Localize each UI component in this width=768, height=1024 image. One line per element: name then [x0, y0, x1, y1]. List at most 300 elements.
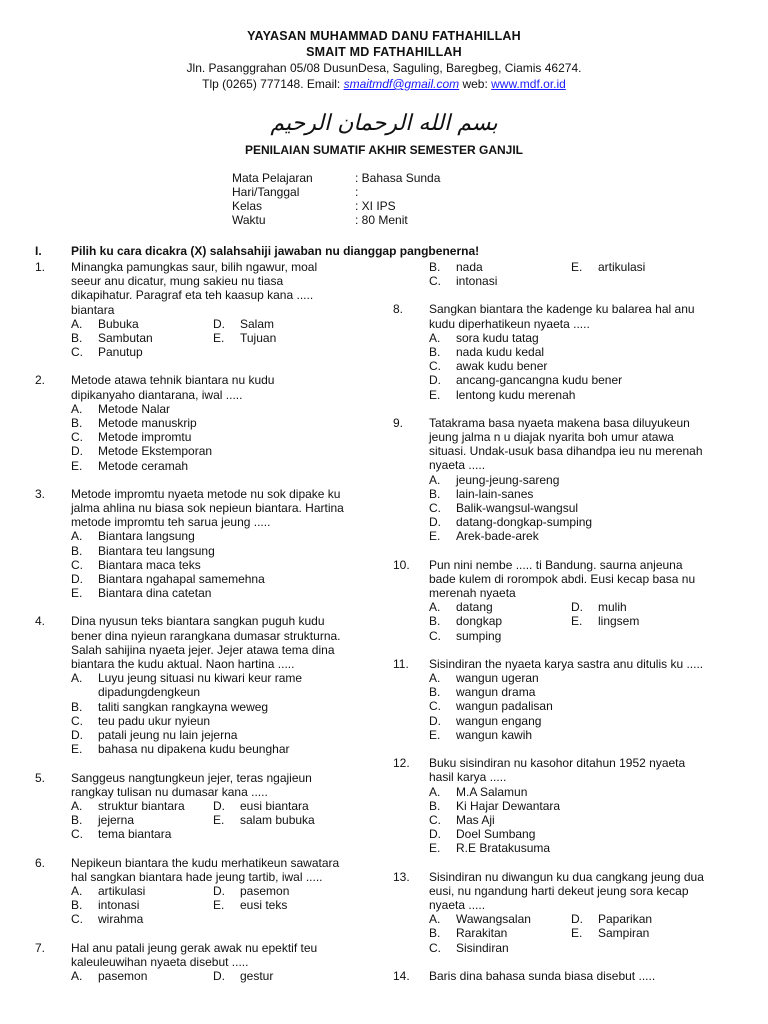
option-text: ancang-gancangna kudu bener: [456, 373, 623, 388]
option-letter: A.: [71, 529, 83, 544]
answer-options: [71, 799, 380, 842]
answer-option[interactable]: [429, 501, 738, 515]
school-contact: [0, 76, 768, 92]
question-item: [35, 856, 380, 927]
option-letter: A.: [71, 316, 83, 331]
website-link[interactable]: www.mdf.or.id: [491, 77, 566, 91]
option-letter: C.: [429, 940, 441, 955]
question-item: [35, 941, 380, 984]
answer-option[interactable]: [213, 813, 380, 827]
answer-option[interactable]: [429, 331, 738, 345]
question-number: 13.: [393, 869, 410, 884]
question-text-line: situasi. Undak-usuk basa dihandpa ieu nu merenah: [429, 444, 703, 459]
answer-options: [429, 785, 738, 856]
option-letter: D.: [429, 373, 441, 388]
answer-option[interactable]: [429, 359, 738, 373]
info-row-subject: [232, 171, 440, 185]
info-value: : 80 Menit: [355, 213, 408, 227]
option-text: sumping: [456, 628, 502, 643]
school-address: Jln. Pasanggrahan 05/08 DusunDesa, Saguling, Baregbeg, Ciamis 46274.: [186, 61, 582, 75]
option-letter: C.: [71, 345, 83, 360]
question-item: [393, 416, 738, 544]
question-item: [393, 756, 738, 855]
option-letter: D.: [429, 713, 441, 728]
option-text: taliti sangkan rangkayna weweg: [98, 699, 269, 714]
option-text: Arek-bade-arek: [456, 529, 539, 544]
answer-option[interactable]: [571, 260, 738, 274]
option-letter: C.: [429, 359, 441, 374]
option-text: Metode Nalar: [98, 401, 171, 416]
question-text-line: rangkay tulisan nu dumasar kana .....: [71, 784, 268, 799]
question-body: [429, 657, 738, 742]
option-letter: C.: [71, 827, 83, 842]
option-text: wirahma: [98, 912, 144, 927]
question-item: [35, 487, 380, 601]
foundation-name: YAYASAN MUHAMMAD DANU FATHAHILLAH: [247, 29, 521, 43]
question-number: 4.: [35, 614, 46, 629]
option-text: Biantara maca teks: [98, 557, 201, 572]
answer-option[interactable]: [213, 898, 380, 912]
answer-option[interactable]: [71, 728, 380, 742]
answer-option[interactable]: [71, 714, 380, 728]
option-letter: C.: [71, 713, 83, 728]
question-item: [35, 771, 380, 842]
answer-option[interactable]: [429, 487, 738, 501]
option-letter: E.: [213, 813, 225, 828]
answer-option[interactable]: [429, 841, 738, 855]
answer-option[interactable]: [71, 969, 213, 983]
answer-option[interactable]: [213, 969, 380, 983]
answer-option[interactable]: [71, 799, 213, 813]
basmala-calligraphy: بسم الله الرحمان الرحيم: [270, 111, 498, 136]
option-text: artikulasi: [598, 260, 646, 274]
answer-option[interactable]: [429, 600, 571, 614]
option-letter: E.: [71, 742, 83, 757]
option-letter: E.: [571, 260, 583, 274]
answer-option[interactable]: [429, 388, 738, 402]
answer-option[interactable]: [429, 813, 738, 827]
option-text: Sisindiran: [456, 940, 509, 955]
option-text: Biantara langsung: [98, 529, 195, 544]
answer-option[interactable]: [71, 345, 213, 359]
answer-option[interactable]: [429, 799, 738, 813]
option-letter: E.: [213, 331, 225, 346]
option-text: teu padu ukur nyieun: [98, 713, 211, 728]
option-letter: C.: [71, 557, 83, 572]
option-letter: A.: [429, 912, 441, 927]
answer-option[interactable]: [429, 912, 571, 926]
right-question-list: [393, 302, 738, 983]
answer-option[interactable]: [71, 742, 380, 756]
question-item: [393, 302, 738, 401]
option-text: patali jeung nu lain jejerna: [98, 728, 238, 743]
option-letter: C.: [429, 812, 441, 827]
question-number: 12.: [393, 756, 410, 771]
question-text-line: Tatakrama basa nyaeta makena basa diluyukeun: [429, 415, 690, 430]
option-text: nada kudu kedal: [456, 345, 545, 360]
instruction-text: Pilih ku cara dicakra (X) salahsahiji jawaban nu dianggap pangbenerna!: [71, 244, 480, 258]
option-text: eusi teks: [240, 898, 288, 913]
option-text: wangun ugeran: [456, 671, 539, 686]
section-number: I.: [35, 244, 42, 258]
option-text: pasemon: [240, 883, 290, 898]
answer-option[interactable]: [213, 799, 380, 813]
answer-option[interactable]: [71, 813, 213, 827]
info-row-time: [232, 213, 440, 227]
answer-options: [71, 317, 380, 360]
answer-options: [429, 331, 738, 402]
option-text: Balik-wangsul-wangsul: [456, 501, 579, 516]
option-text: Doel Sumbang: [456, 827, 536, 842]
option-text: gestur: [240, 968, 274, 983]
question-item: [35, 260, 380, 359]
option-text: Mas Aji: [456, 812, 495, 827]
option-text: Luyu jeung situasi nu kiwari keur rame dipadungdengkeun: [98, 671, 303, 700]
option-text: M.A Salamun: [456, 784, 528, 799]
answer-option[interactable]: [429, 614, 571, 628]
option-letter: A.: [429, 472, 441, 487]
question-text-line: seeur anu dicatur, mung sakieu nu tiasa: [71, 274, 284, 289]
answer-option[interactable]: [429, 629, 571, 643]
option-letter: E.: [71, 586, 83, 601]
section-instruction: [35, 244, 479, 258]
question-text-line: hasil karya .....: [429, 770, 507, 785]
option-letter: B.: [429, 798, 441, 813]
answer-option[interactable]: [71, 700, 380, 714]
option-letter: A.: [71, 798, 83, 813]
option-text: Salam: [240, 316, 275, 331]
option-letter: C.: [71, 430, 83, 445]
option-text: struktur biantara: [98, 798, 185, 813]
question-text-line: Minangka pamungkas saur, bilih ngawur, moal: [71, 260, 318, 274]
answer-options: [71, 671, 380, 756]
option-letter: D.: [71, 572, 83, 587]
info-value: :: [355, 185, 359, 199]
question-text-line: hal sangkan biantara hade jeung tartib, iwal .....: [71, 869, 323, 884]
option-letter: B.: [429, 486, 441, 501]
option-letter: E.: [429, 387, 441, 402]
answer-option[interactable]: [571, 614, 738, 628]
option-letter: C.: [429, 274, 441, 289]
answer-option[interactable]: [429, 728, 738, 742]
answer-option[interactable]: [213, 317, 380, 331]
question-item: [35, 373, 380, 472]
question-body: [429, 870, 738, 955]
option-text: sora kudu tatag: [456, 330, 539, 345]
question-number: 11.: [393, 656, 409, 671]
question-number: 9.: [393, 415, 404, 430]
info-label: Kelas: [232, 199, 263, 213]
question-number: 1.: [35, 260, 46, 274]
question-number: 8.: [393, 302, 404, 317]
question-text-line: dipikanyaho diantarana, iwal .....: [71, 387, 243, 402]
option-text: artikulasi: [98, 883, 146, 898]
answer-option[interactable]: [71, 430, 380, 444]
question-body: [429, 756, 738, 855]
question-text-line: jalma ahlina nu biasa sok nepieun biantara. Hartina: [71, 501, 344, 516]
option-letter: B.: [71, 813, 83, 828]
question-7-continuation: [429, 260, 738, 288]
answer-option[interactable]: [429, 941, 571, 955]
option-text: lingsem: [598, 614, 640, 629]
exam-title: PENILAIAN SUMATIF AKHIR SEMESTER GANJIL: [244, 143, 523, 157]
option-letter: B.: [71, 543, 83, 558]
question-item: [393, 870, 738, 955]
answer-option[interactable]: [429, 260, 571, 274]
option-text: tema biantara: [98, 827, 172, 842]
email-link[interactable]: smaitmdf@gmail.com: [343, 77, 460, 91]
answer-option[interactable]: [429, 345, 738, 359]
answer-option[interactable]: [429, 274, 571, 288]
question-body: [429, 302, 738, 401]
info-label: Hari/Tanggal: [232, 185, 300, 199]
option-text: lain-lain-sanes: [456, 486, 534, 501]
question-text-line: merenah nyaeta: [429, 586, 516, 601]
option-text: Sampiran: [598, 926, 650, 941]
answer-options: [429, 600, 738, 643]
answer-option[interactable]: [71, 529, 380, 543]
option-letter: A.: [71, 671, 83, 686]
answer-option[interactable]: [429, 473, 738, 487]
option-text: wangun drama: [456, 685, 536, 700]
option-letter: B.: [71, 331, 83, 346]
question-item: [35, 614, 380, 756]
option-letter: E.: [429, 841, 441, 856]
info-row-date: [232, 185, 440, 199]
option-text: Tujuan: [240, 331, 277, 346]
answer-option[interactable]: [71, 884, 213, 898]
question-text-line: nyaeta .....: [429, 897, 486, 912]
option-text: Metode impromtu: [98, 430, 192, 445]
question-text-line: bener dina nyieun rarangkana dumasar strukturna.: [71, 628, 341, 643]
option-letter: E.: [571, 614, 583, 629]
question-text-line: Nepikeun biantara the kudu merhatikeun sawatara: [71, 855, 340, 870]
answer-option[interactable]: [429, 515, 738, 529]
answer-option[interactable]: [429, 699, 738, 713]
question-item: [393, 558, 738, 643]
answer-option[interactable]: [571, 912, 738, 926]
option-letter: A.: [429, 600, 441, 615]
option-letter: A.: [429, 330, 441, 345]
option-letter: D.: [429, 827, 441, 842]
question-text-line: Metode impromtu nyaeta metode nu sok dipake ku: [71, 486, 341, 501]
question-text-line: biantara: [71, 302, 115, 317]
answer-options: [71, 884, 380, 927]
option-letter: E.: [429, 529, 441, 544]
answer-option[interactable]: [213, 884, 380, 898]
question-text-line: Pun nini nembe ..... ti Bandung. saurna anjeuna: [429, 557, 683, 572]
option-letter: D.: [71, 444, 83, 459]
option-letter: E.: [429, 727, 441, 742]
answer-option[interactable]: [71, 572, 380, 586]
option-letter: A.: [71, 401, 83, 416]
school-header: [0, 28, 768, 92]
answer-option[interactable]: [71, 444, 380, 458]
option-letter: E.: [571, 926, 583, 941]
question-number: 10.: [393, 557, 410, 572]
contact-phone: Tlp (0265) 777148. Email:: [202, 77, 344, 91]
option-letter: C.: [429, 699, 441, 714]
option-letter: D.: [213, 968, 225, 983]
option-text: datang-dongkap-sumping: [456, 515, 593, 530]
answer-options: [71, 969, 380, 983]
option-text: Metode Ekstemporan: [98, 444, 213, 459]
question-text-line: metode impromtu teh sarua jeung .....: [71, 515, 271, 530]
option-text: Metode ceramah: [98, 458, 189, 473]
answer-option[interactable]: [71, 331, 213, 345]
question-text-line: Sanggeus nangtungkeun jejer, teras ngajieun: [71, 770, 312, 785]
question-text-line: nyaeta .....: [429, 458, 486, 473]
question-text-line: Hal anu patali jeung gerak awak nu epektif teu: [71, 940, 318, 955]
question-body: [71, 614, 380, 756]
option-letter: B.: [429, 345, 441, 360]
option-text: Wawangsalan: [456, 912, 531, 927]
option-text: bahasa nu dipakena kudu beunghar: [98, 742, 290, 757]
option-letter: D.: [571, 912, 583, 927]
answer-option[interactable]: [71, 827, 213, 841]
option-text: wangun engang: [456, 713, 542, 728]
option-letter: D.: [213, 798, 225, 813]
option-text: Bubuka: [98, 316, 139, 331]
answer-option[interactable]: [213, 331, 380, 345]
option-text: intonasi: [98, 898, 140, 913]
option-text: Sambutan: [98, 331, 153, 346]
answer-option[interactable]: [429, 373, 738, 387]
option-text: jejerna: [98, 813, 135, 828]
option-letter: A.: [71, 968, 83, 983]
question-number: 2.: [35, 373, 46, 388]
option-letter: A.: [429, 784, 441, 799]
answer-option[interactable]: [71, 898, 213, 912]
option-letter: E.: [213, 898, 225, 913]
question-body: [71, 373, 380, 472]
option-text: intonasi: [456, 274, 498, 289]
question-number: 5.: [35, 770, 46, 785]
answer-options: [429, 671, 738, 742]
question-body: [71, 941, 380, 984]
option-letter: B.: [429, 260, 441, 274]
option-letter: E.: [71, 458, 83, 473]
answer-option[interactable]: [71, 586, 380, 600]
option-letter: D.: [213, 316, 225, 331]
info-label: Waktu: [232, 213, 266, 227]
question-item: [393, 969, 738, 983]
option-text: Panutup: [98, 345, 143, 360]
option-text: eusi biantara: [240, 798, 309, 813]
question-text-line: biantara the kudu aktual. Naon hartina .....: [71, 657, 295, 672]
question-text-line: Metode atawa tehnik biantara nu kudu: [71, 373, 275, 388]
question-text-line: jeung jalma n u diajak nyarita boh umur atawa: [429, 430, 674, 445]
web-label: web:: [459, 77, 492, 91]
option-text: jeung-jeung-sareng: [456, 472, 560, 487]
answer-option[interactable]: [71, 912, 213, 926]
question-number: 7.: [35, 940, 46, 955]
option-letter: A.: [71, 883, 83, 898]
option-text: Paparikan: [598, 912, 653, 927]
answer-option[interactable]: [429, 827, 738, 841]
option-text: Biantara dina catetan: [98, 586, 212, 601]
option-letter: A.: [429, 671, 441, 686]
info-label: Mata Pelajaran: [232, 171, 313, 185]
answer-option[interactable]: [571, 926, 738, 940]
option-text: Biantara ngahapal samemehna: [98, 572, 265, 587]
answer-option[interactable]: [429, 671, 738, 685]
answer-option[interactable]: [71, 671, 380, 699]
option-letter: B.: [71, 416, 83, 431]
answer-options: [429, 912, 738, 955]
answer-option[interactable]: [71, 317, 213, 331]
option-letter: B.: [429, 614, 441, 629]
question-text-line: Salah sahijina nyaeta jejer. Jejer atawa tema dina: [71, 642, 335, 657]
answer-option[interactable]: [71, 558, 380, 572]
question-text-line: Sangkan biantara the kadenge ku balarea hal anu: [429, 302, 695, 317]
option-letter: B.: [429, 685, 441, 700]
answer-option[interactable]: [571, 600, 738, 614]
answer-option[interactable]: [71, 544, 380, 558]
question-text-line: eusi, nu ngandung harti dekeut jeung sora kecap: [429, 883, 689, 898]
answer-options: [71, 529, 380, 600]
question-text-line: kudu diperhatikeun nyaeta .....: [429, 316, 590, 331]
right-question-column: [393, 260, 738, 997]
left-question-column: [35, 260, 380, 997]
option-text: mulih: [598, 600, 627, 615]
school-name: SMAIT MD FATHAHILLAH: [306, 45, 462, 59]
option-letter: B.: [71, 898, 83, 913]
option-letter: B.: [429, 926, 441, 941]
question-text-line: bade kulem di rorompok abdi. Eusi kecap basa nu: [429, 571, 696, 586]
question-text-line: Baris dina bahasa sunda biasa disebut .....: [429, 968, 656, 983]
question-number: 14.: [393, 968, 410, 983]
option-text: Ki Hajar Dewantara: [456, 798, 561, 813]
answer-option[interactable]: [71, 459, 380, 473]
question-number: 3.: [35, 486, 46, 501]
option-text: datang: [456, 600, 493, 615]
answer-options: [71, 402, 380, 473]
option-letter: D.: [571, 600, 583, 615]
option-text: lentong kudu merenah: [456, 387, 576, 402]
option-text: wangun kawih: [456, 727, 533, 742]
question-text-line: kaleuleuwihan nyaeta disebut .....: [71, 954, 249, 969]
answer-option[interactable]: [429, 714, 738, 728]
option-text: Biantara teu langsung: [98, 543, 215, 558]
question-text-line: Sisindiran the nyaeta karya sastra anu ditulis ku .....: [429, 656, 704, 671]
answer-option[interactable]: [429, 926, 571, 940]
question-item: [393, 657, 738, 742]
option-letter: B.: [71, 699, 83, 714]
option-text: dongkap: [456, 614, 503, 629]
option-text: Rarakitan: [456, 926, 508, 941]
question-body: [429, 416, 738, 544]
question-body: [429, 969, 738, 983]
option-letter: C.: [429, 628, 441, 643]
answer-option[interactable]: [429, 785, 738, 799]
option-letter: D.: [429, 515, 441, 530]
question-body: [71, 856, 380, 927]
question-text-line: Sisindiran nu diwangun ku dua cangkang jeung dua: [429, 869, 704, 884]
question-number: 6.: [35, 855, 46, 870]
option-text: R.E Bratakusuma: [456, 841, 551, 856]
option-text: pasemon: [98, 968, 148, 983]
option-letter: C.: [71, 912, 83, 927]
answer-option[interactable]: [71, 402, 380, 416]
answer-option[interactable]: [429, 529, 738, 543]
question-text-line: Buku sisindiran nu kasohor ditahun 1952 nyaeta: [429, 756, 686, 771]
question-text-line: dikapihatur. Paragraf eta teh kaasup kana .....: [71, 288, 314, 303]
question-text-line: Dina nyusun teks biantara sangkan puguh kudu: [71, 614, 325, 629]
answer-option[interactable]: [429, 685, 738, 699]
answer-option[interactable]: [71, 416, 380, 430]
question-body: [71, 260, 380, 359]
